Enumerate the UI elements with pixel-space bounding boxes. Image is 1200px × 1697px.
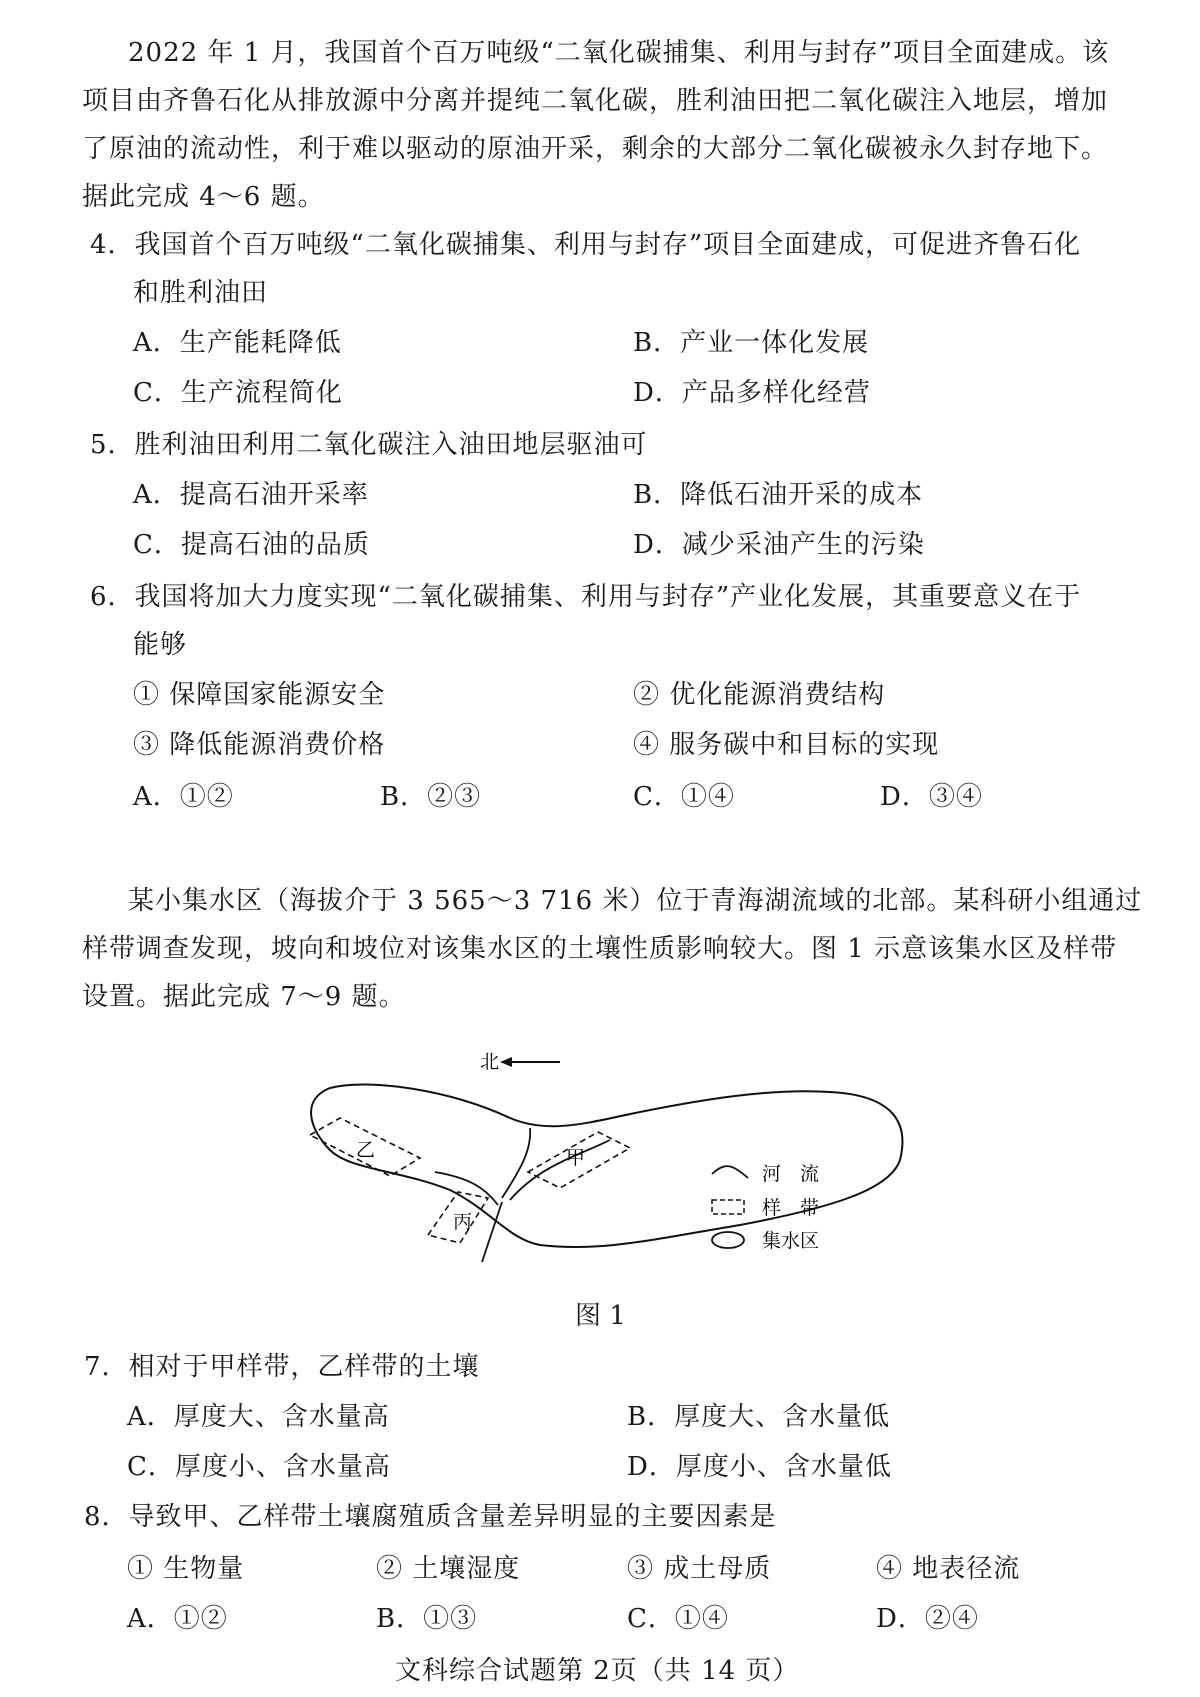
page-footer: 文科综合试题第 2页（共 14 页）: [395, 1656, 800, 1686]
question-8-statement-3: ③ 成土母质: [627, 1554, 772, 1584]
question-8-option-d[interactable]: D．②④: [876, 1604, 979, 1634]
legend-catchment-label: 集水区: [762, 1230, 820, 1252]
legend-transect-label: 样 带: [762, 1197, 820, 1219]
question-8-option-a[interactable]: A．①②: [127, 1604, 228, 1634]
figure-1-map: [270, 1040, 910, 1280]
river-main-channel: [482, 1202, 502, 1262]
passage-1-line-3: 了原油的流动性，利于难以驱动的原油开采，剩余的大部分二氧化碳被永久封存地下。: [82, 134, 1109, 164]
question-8-statement-4: ④ 地表径流: [876, 1554, 1021, 1584]
river-east-branch: [510, 1140, 610, 1200]
passage-2-line-2: 样带调查发现，坡向和坡位对该集水区的土壤性质影响较大。图 1 示意该集水区及样带: [82, 934, 1118, 964]
legend-river-label: 河 流: [762, 1163, 820, 1185]
passage-1-line-2: 项目由齐鲁石化从排放源中分离并提纯二氧化碳，胜利油田把二氧化碳注入地层，增加: [82, 86, 1109, 116]
transect-yi-label: 乙: [356, 1139, 376, 1161]
question-5-stem: 5．胜利油田利用二氧化碳注入油田地层驱油可: [90, 430, 648, 460]
question-7-option-a[interactable]: A．厚度大、含水量高: [127, 1402, 390, 1432]
question-6-option-b[interactable]: B．②③: [380, 782, 482, 812]
question-8-stem: 8．导致甲、乙样带土壤腐殖质含量差异明显的主要因素是: [84, 1502, 777, 1532]
question-6-option-c[interactable]: C．①④: [633, 782, 735, 812]
figure-1: [270, 1040, 910, 1280]
legend-river-icon: [712, 1166, 748, 1178]
figure-1-legend: [712, 1163, 819, 1252]
question-6-stem: 6．我国将加大力度实现“二氧化碳捕集、利用与封存”产业化发展，其重要意义在于: [90, 582, 1082, 612]
question-4-option-c[interactable]: C．生产流程简化: [133, 378, 343, 408]
question-4-option-a[interactable]: A．生产能耗降低: [133, 328, 342, 358]
figure-1-caption: 图 1: [575, 1301, 626, 1331]
question-8-option-b[interactable]: B．①③: [376, 1604, 478, 1634]
question-6-stem-cont: 能够: [133, 630, 188, 660]
question-5-option-b[interactable]: B．降低石油开采的成本: [633, 480, 924, 510]
legend-transect-icon: [712, 1200, 744, 1214]
question-5-option-d[interactable]: D．减少采油产生的污染: [633, 530, 925, 560]
question-6-statement-1: ① 保障国家能源安全: [133, 680, 386, 710]
question-6-option-d[interactable]: D．③④: [880, 782, 983, 812]
question-6-option-a[interactable]: A．①②: [133, 782, 234, 812]
question-7-option-d[interactable]: D．厚度小、含水量低: [627, 1452, 892, 1482]
passage-2-line-1: 某小集水区（海拔介于 3 565～3 716 米）位于青海湖流域的北部。某科研小组通过: [128, 886, 1143, 916]
transect-jia-label: 甲: [566, 1147, 586, 1169]
question-6-statement-3: ③ 降低能源消费价格: [133, 730, 386, 760]
legend-catchment-icon: [712, 1232, 744, 1248]
question-8-statement-1: ① 生物量: [127, 1554, 245, 1584]
question-7-option-b[interactable]: B．厚度大、含水量低: [627, 1402, 891, 1432]
passage-1-line-4: 据此完成 4～6 题。: [82, 182, 325, 212]
question-8-option-c[interactable]: C．①④: [627, 1604, 729, 1634]
passage-1-line-1: 2022 年 1 月，我国首个百万吨级“二氧化碳捕集、利用与封存”项目全面建成。该: [128, 38, 1110, 68]
question-4-stem: 4．我国首个百万吨级“二氧化碳捕集、利用与封存”项目全面建成，可促进齐鲁石化: [90, 230, 1082, 260]
question-8-statement-2: ② 土壤湿度: [376, 1554, 521, 1584]
question-4-stem-cont: 和胜利油田: [133, 278, 269, 308]
question-5-option-a[interactable]: A．提高石油开采率: [133, 480, 369, 510]
question-6-statement-2: ② 优化能源消费结构: [633, 680, 886, 710]
passage-2-line-3: 设置。据此完成 7～9 题。: [82, 982, 406, 1012]
north-label: 北: [480, 1051, 500, 1073]
transect-bing-label: 丙: [453, 1211, 473, 1233]
question-7-option-c[interactable]: C．厚度小、含水量高: [127, 1452, 391, 1482]
question-6-statement-4: ④ 服务碳中和目标的实现: [633, 730, 940, 760]
question-4-option-d[interactable]: D．产品多样化经营: [633, 378, 871, 408]
question-4-option-b[interactable]: B．产业一体化发展: [633, 328, 870, 358]
north-arrow-head-icon: [500, 1057, 512, 1067]
river-middle-branch: [502, 1128, 530, 1198]
question-7-stem: 7．相对于甲样带，乙样带的土壤: [84, 1352, 480, 1382]
question-5-option-c[interactable]: C．提高石油的品质: [133, 530, 370, 560]
